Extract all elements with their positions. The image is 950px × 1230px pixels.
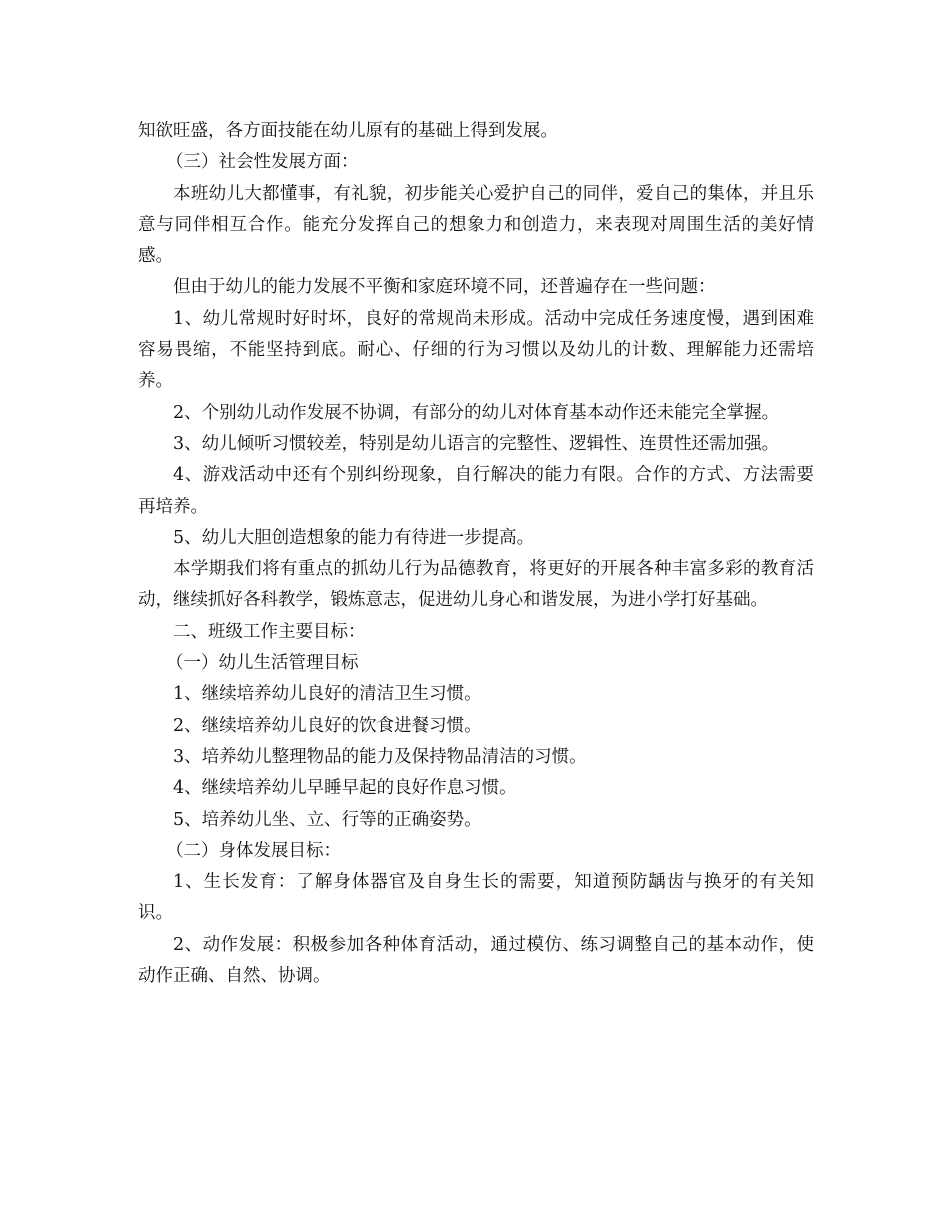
list-item-life-goal-1: 1、继续培养幼儿良好的清洁卫生习惯。 [173,684,482,705]
paragraph-problems-intro: 但由于幼儿的能力发展不平衡和家庭环境不同，还普遍存在一些问题： [173,277,716,298]
heading-life-management-goals: （一）幼儿生活管理目标 [166,653,359,674]
list-item-life-goal-3: 3、培养幼儿整理物品的能力及保持物品清洁的习惯。 [173,746,587,767]
list-item-problem-2: 2、个别幼儿动作发展不协调，有部分的幼儿对体育基本动作还未能完全掌握。 [173,402,780,423]
heading-physical-goals: （二）身体发展目标： [166,840,341,861]
list-item-physical-goal-1: 1、生长发育：了解身体器官及自身生长的需要，知道预防龋齿与换牙的有关知识。 [138,872,814,924]
paragraph-social-behavior: 本班幼儿大都懂事，有礼貌，初步能关心爱护自己的同伴，爱自己的集体，并且乐意与同伴相互合作。能充分发挥自己的想象力和创造力，来表现对周围生活的美好情感。 [138,183,814,267]
list-item-problem-5: 5、幼儿大胆创造想象的能力有待进一步提高。 [173,527,535,548]
list-item-problem-1: 1、幼儿常规时好时坏，良好的常规尚未形成。活动中完成任务速度慢，遇到困难容易畏缩，不能坚持到底。耐心、仔细的行为习惯以及幼儿的计数、理解能力还需培养。 [138,308,814,392]
list-item-problem-3: 3、幼儿倾听习惯较差，特别是幼儿语言的完整性、逻辑性、连贯性还需加强。 [173,433,780,454]
document-body [138,116,814,992]
list-item-problem-4: 4、游戏活动中还有个别纠纷现象，自行解决的能力有限。合作的方式、方法需要再培养。 [138,465,814,517]
list-item-life-goal-5: 5、培养幼儿坐、立、行等的正确姿势。 [173,809,482,830]
list-item-life-goal-4: 4、继续培养幼儿早睡早起的良好作息习惯。 [173,778,517,799]
list-item-life-goal-2: 2、继续培养幼儿良好的饮食进餐习惯。 [173,715,482,736]
heading-social-development: （三）社会性发展方面： [166,152,359,173]
paragraph-development-summary: 知欲旺盛，各方面技能在幼儿原有的基础上得到发展。 [138,121,558,141]
heading-main-goals: 二、班级工作主要目标： [173,621,366,642]
paragraph-semester-plan: 本学期我们将有重点的抓幼儿行为品德教育，将更好的开展各种丰富多彩的教育活动，继续抓好各科教学，锻炼意志，促进幼儿身心和谐发展，为进小学打好基础。 [138,559,814,611]
list-item-physical-goal-2: 2、动作发展：积极参加各种体育活动，通过模仿、练习调整自己的基本动作，使动作正确、自然、协调。 [138,934,814,987]
